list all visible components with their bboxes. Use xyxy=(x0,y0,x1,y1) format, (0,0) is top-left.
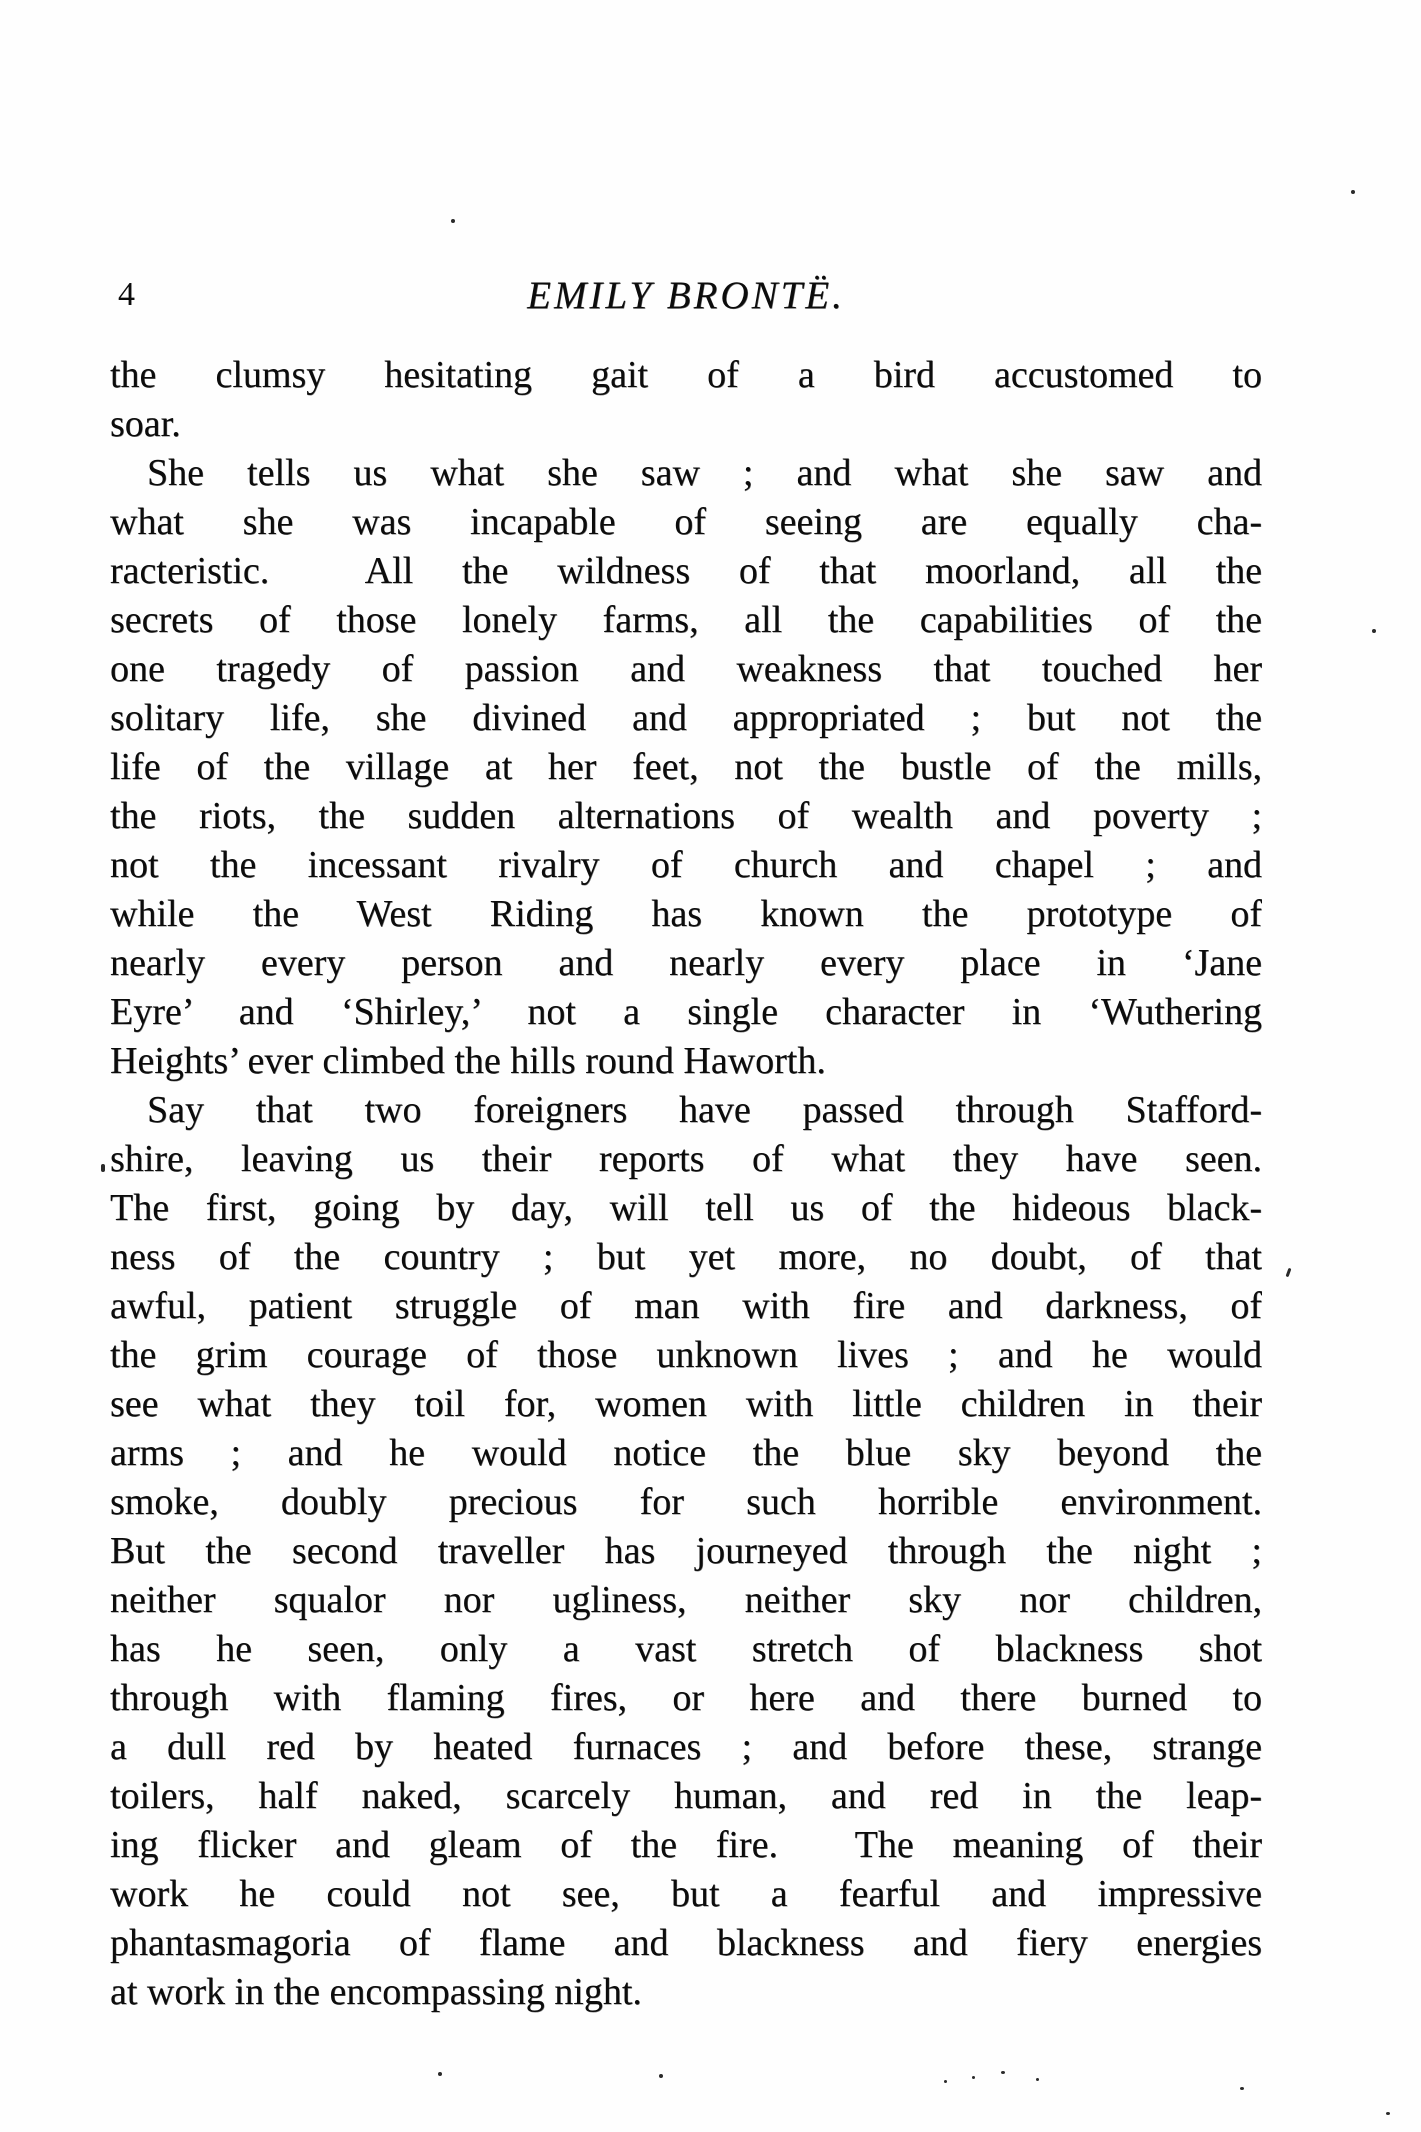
text-line: the clumsy hesitating gait of a bird accustomed to xyxy=(110,354,1262,396)
scan-speck xyxy=(1036,2078,1039,2081)
text-line: see what they toil for, women with little children in their xyxy=(110,1383,1262,1425)
scan-speck xyxy=(659,2074,663,2078)
text-line: at work in the encompassing night. xyxy=(110,1971,642,2013)
text-line: Say that two foreigners have passed through Stafford- xyxy=(147,1089,1262,1131)
scan-speck xyxy=(1240,2087,1244,2090)
text-line: ness of the country ; but yet more, no doubt, of that xyxy=(110,1236,1262,1278)
text-line: the riots, the sudden alternations of wealth and poverty ; xyxy=(110,795,1262,837)
text-line: nearly every person and nearly every place in ‘Jane xyxy=(110,942,1262,984)
text-line: work he could not see, but a fearful and impressive xyxy=(110,1873,1262,1915)
text-line: has he seen, only a vast stretch of blackness shot xyxy=(110,1628,1262,1670)
text-line: shire, leaving us their reports of what they have seen. xyxy=(110,1138,1262,1180)
text-line: while the West Riding has known the prototype of xyxy=(110,893,1262,935)
text-line: secrets of those lonely farms, all the capabilities of the xyxy=(110,599,1262,641)
page-header-row xyxy=(110,268,1262,324)
text-line: Eyre’ and ‘Shirley,’ not a single character in ‘Wuthering xyxy=(110,991,1262,1033)
text-line: ing flicker and gleam of the fire. The meaning of their xyxy=(110,1824,1262,1866)
scan-speck xyxy=(1286,1268,1292,1277)
scan-speck xyxy=(451,219,455,223)
text-line: smoke, doubly precious for such horrible environment. xyxy=(110,1481,1262,1523)
text-line: The first, going by day, will tell us of the hideous black- xyxy=(110,1187,1262,1229)
scan-speck xyxy=(972,2076,975,2079)
text-line: what she was incapable of seeing are equally cha- xyxy=(110,501,1262,543)
text-line: the grim courage of those unknown lives ; and he would xyxy=(110,1334,1262,1376)
page-body xyxy=(110,351,1262,2017)
text-line: one tragedy of passion and weakness that touched her xyxy=(110,648,1262,690)
text-line: soar. xyxy=(110,403,181,445)
text-line: phantasmagoria of flame and blackness and fiery energies xyxy=(110,1922,1262,1964)
scan-speck xyxy=(101,1164,105,1172)
scan-speck xyxy=(944,2080,947,2083)
scan-speck xyxy=(438,2072,442,2076)
text-line: through with flaming fires, or here and there burned to xyxy=(110,1677,1262,1719)
text-line: racteristic. All the wildness of that moorland, all the xyxy=(110,550,1262,592)
text-line: Heights’ ever climbed the hills round Haworth. xyxy=(110,1040,826,1082)
text-line: solitary life, she divined and appropriated ; but not the xyxy=(110,697,1262,739)
running-header: EMILY BRONTË. xyxy=(527,274,845,317)
scan-speck xyxy=(1372,629,1376,633)
scan-speck xyxy=(1001,2071,1005,2074)
text-line: a dull red by heated furnaces ; and before these, strange xyxy=(110,1726,1262,1768)
scan-speck xyxy=(1351,190,1355,194)
text-line: arms ; and he would notice the blue sky beyond the xyxy=(110,1432,1262,1474)
text-line: neither squalor nor ugliness, neither sky nor children, xyxy=(110,1579,1262,1621)
text-line: not the incessant rivalry of church and chapel ; and xyxy=(110,844,1262,886)
scan-speck xyxy=(1386,2112,1390,2115)
text-line: awful, patient struggle of man with fire and darkness, of xyxy=(110,1285,1262,1327)
page-number: 4 xyxy=(118,276,135,313)
text-line: She tells us what she saw ; and what she saw and xyxy=(147,452,1262,494)
text-line: But the second traveller has journeyed through the night ; xyxy=(110,1530,1262,1572)
text-line: toilers, half naked, scarcely human, and red in the leap- xyxy=(110,1775,1262,1817)
text-line: life of the village at her feet, not the bustle of the mills, xyxy=(110,746,1262,788)
